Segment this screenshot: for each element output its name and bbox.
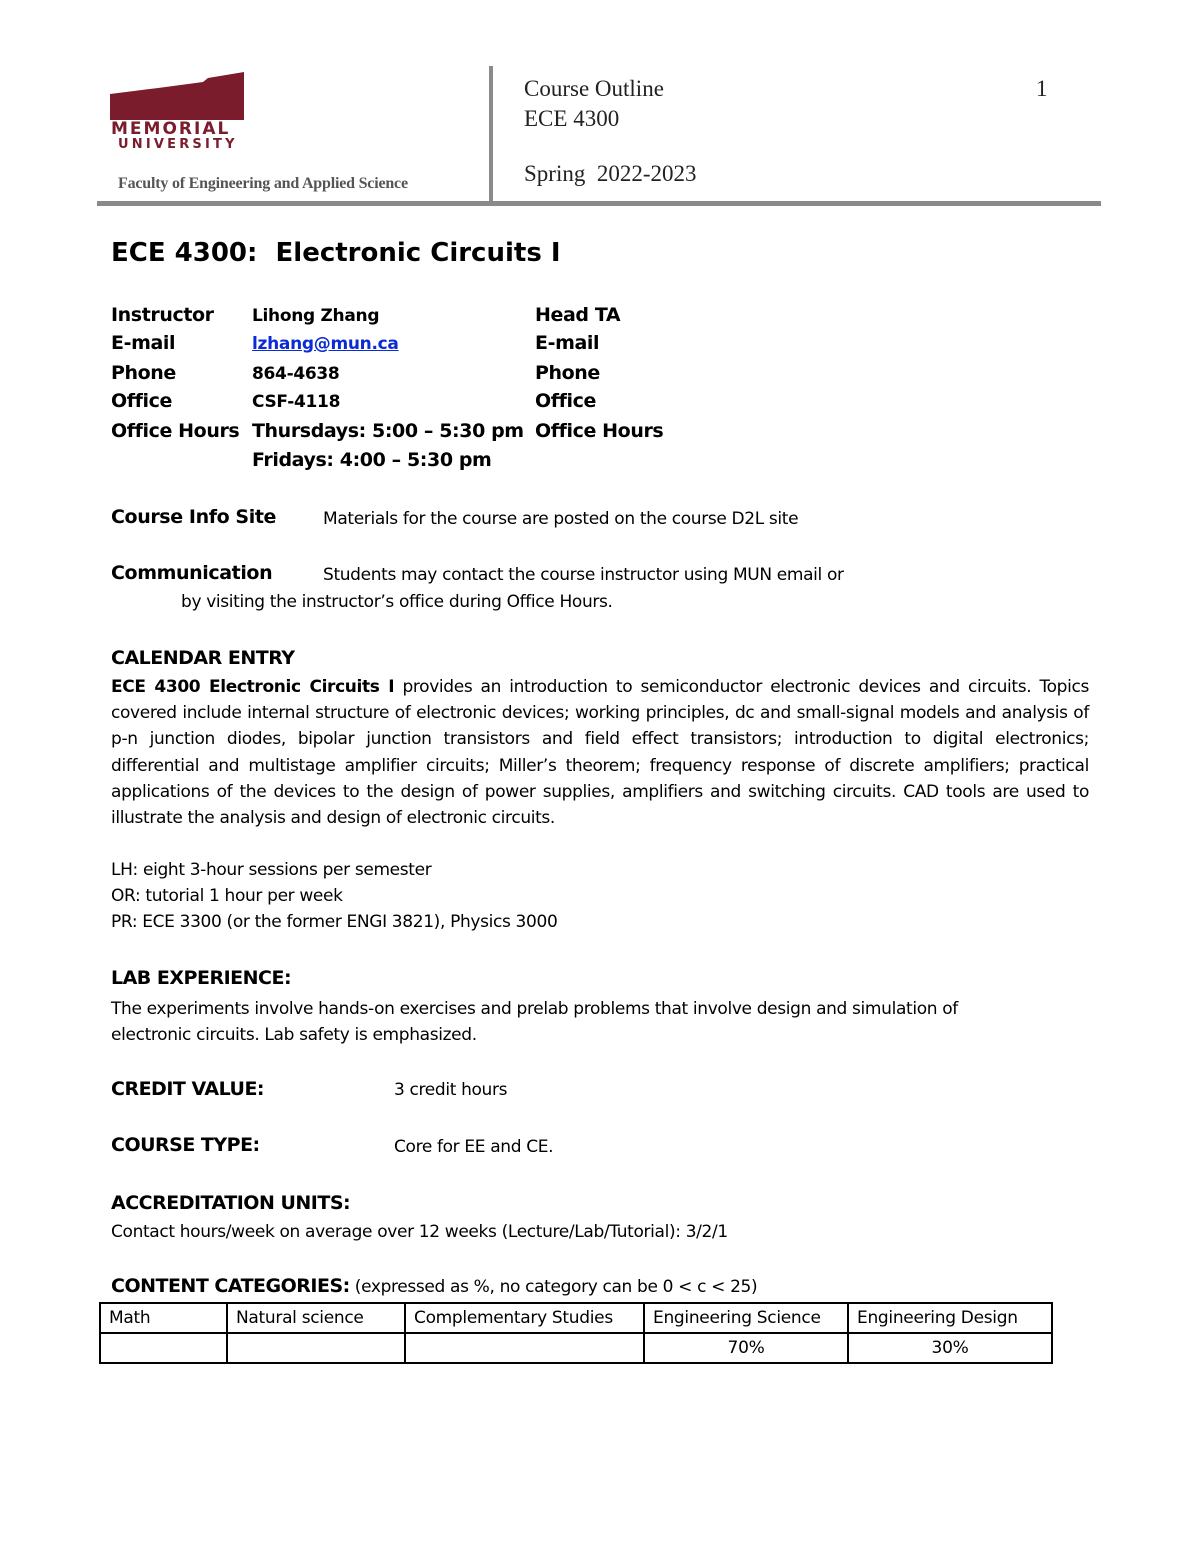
communication-line-1: Students may contact the course instructor using MUN email or bbox=[323, 565, 844, 585]
calendar-entry-description: provides an introduction to semiconductor electronic devices and circuits. Topics covered include internal structure of electronic devices; working principles, dc and small-signal models and analysis of p-n junction diodes, bipolar junction transistors and field effect transistors; introduction to digital electronics; differential and multistage amplifier circuits; Miller’s theorem; frequency response of discrete amplifiers; practical applications of the devices to the design of power supplies, amplifiers and switching circuits. CAD tools are used to illustrate the analysis and design of electronic circuits. bbox=[111, 677, 1089, 829]
instructor-name: Lihong Zhang bbox=[252, 306, 380, 326]
lab-experience-text: The experiments involve hands-on exercises and prelab problems that involve design and simulation of electronic circuits. Lab safety is emphasized. bbox=[111, 999, 958, 1046]
page-number: 1 bbox=[1036, 76, 1048, 101]
table-cell bbox=[227, 1333, 405, 1363]
header-divider bbox=[489, 66, 493, 201]
instructor-email-link[interactable]: lzhang@mun.ca bbox=[252, 334, 399, 354]
table-cell bbox=[100, 1333, 227, 1363]
ta-office-label: Office bbox=[535, 390, 596, 412]
course-info-site-text: Materials for the course are posted on the course D2L site bbox=[323, 509, 799, 529]
office-hours-thursday: Thursdays: 5:00 – 5:30 pm bbox=[252, 420, 524, 442]
table-header-cell: Complementary Studies bbox=[405, 1303, 644, 1333]
calendar-entry-lead: ECE 4300 Electronic Circuits I bbox=[111, 677, 395, 697]
office-hours-label: Office Hours bbox=[111, 420, 240, 442]
table-cell: 30% bbox=[848, 1333, 1052, 1363]
table-header-cell: Engineering Science bbox=[644, 1303, 848, 1333]
lecture-hours: LH: eight 3-hour sessions per semester bbox=[111, 860, 432, 880]
communication-line-2: by visiting the instructor’s office during Office Hours. bbox=[181, 592, 613, 612]
calendar-entry-text bbox=[111, 674, 1089, 831]
communication-label: Communication bbox=[111, 562, 273, 584]
header-course-code: ECE 4300 bbox=[524, 106, 620, 131]
course-info-site-label: Course Info Site bbox=[111, 506, 276, 528]
header-term: Spring 2022-2023 bbox=[524, 161, 697, 186]
course-type-value: Core for EE and CE. bbox=[394, 1137, 554, 1157]
accreditation-heading: ACCREDITATION UNITS: bbox=[111, 1192, 351, 1214]
office-hours-friday: Fridays: 4:00 – 5:30 pm bbox=[252, 449, 492, 471]
instructor-phone: 864-4638 bbox=[252, 364, 340, 384]
office-label: Office bbox=[111, 390, 172, 412]
credit-value: 3 credit hours bbox=[394, 1080, 508, 1100]
prerequisites: PR: ECE 3300 (or the former ENGI 3821), Physics 3000 bbox=[111, 912, 558, 932]
document-type: Course Outline bbox=[524, 76, 664, 101]
lab-experience-heading: LAB EXPERIENCE: bbox=[111, 967, 292, 989]
content-categories-title bbox=[111, 1275, 757, 1297]
logo-text-university: UNIVERSITY bbox=[118, 137, 238, 152]
page-title: ECE 4300: Electronic Circuits I bbox=[111, 238, 561, 268]
table-header-cell: Math bbox=[100, 1303, 227, 1333]
table-cell: 70% bbox=[644, 1333, 848, 1363]
table-header-cell: Natural science bbox=[227, 1303, 405, 1333]
table-cell bbox=[405, 1333, 644, 1363]
faculty-name: Faculty of Engineering and Applied Science bbox=[118, 175, 408, 192]
phone-label: Phone bbox=[111, 362, 176, 384]
calendar-entry-heading: CALENDAR ENTRY bbox=[111, 647, 295, 669]
table-row bbox=[100, 1333, 1052, 1363]
content-categories-heading: CONTENT CATEGORIES: bbox=[111, 1275, 350, 1297]
university-logo bbox=[108, 72, 248, 120]
ta-email-label: E-mail bbox=[535, 332, 600, 354]
course-type-label: COURSE TYPE: bbox=[111, 1134, 260, 1156]
table-header-cell: Engineering Design bbox=[848, 1303, 1052, 1333]
logo-text-memorial: MEMORIAL bbox=[111, 119, 231, 139]
credit-value-label: CREDIT VALUE: bbox=[111, 1078, 265, 1100]
head-ta-label: Head TA bbox=[535, 304, 621, 326]
accreditation-text: Contact hours/week on average over 12 weeks (Lecture/Lab/Tutorial): 3/2/1 bbox=[111, 1222, 728, 1242]
other-hours: OR: tutorial 1 hour per week bbox=[111, 886, 343, 906]
ta-office-hours-label: Office Hours bbox=[535, 420, 664, 442]
content-categories-note: (expressed as %, no category can be 0 < c < 25) bbox=[349, 1277, 758, 1297]
ta-phone-label: Phone bbox=[535, 362, 600, 384]
instructor-office: CSF-4118 bbox=[252, 392, 341, 412]
content-categories-table bbox=[99, 1302, 1053, 1364]
header-rule bbox=[97, 201, 1101, 206]
table-header-row bbox=[100, 1303, 1052, 1333]
email-label: E-mail bbox=[111, 332, 176, 354]
instructor-label: Instructor bbox=[111, 304, 214, 326]
